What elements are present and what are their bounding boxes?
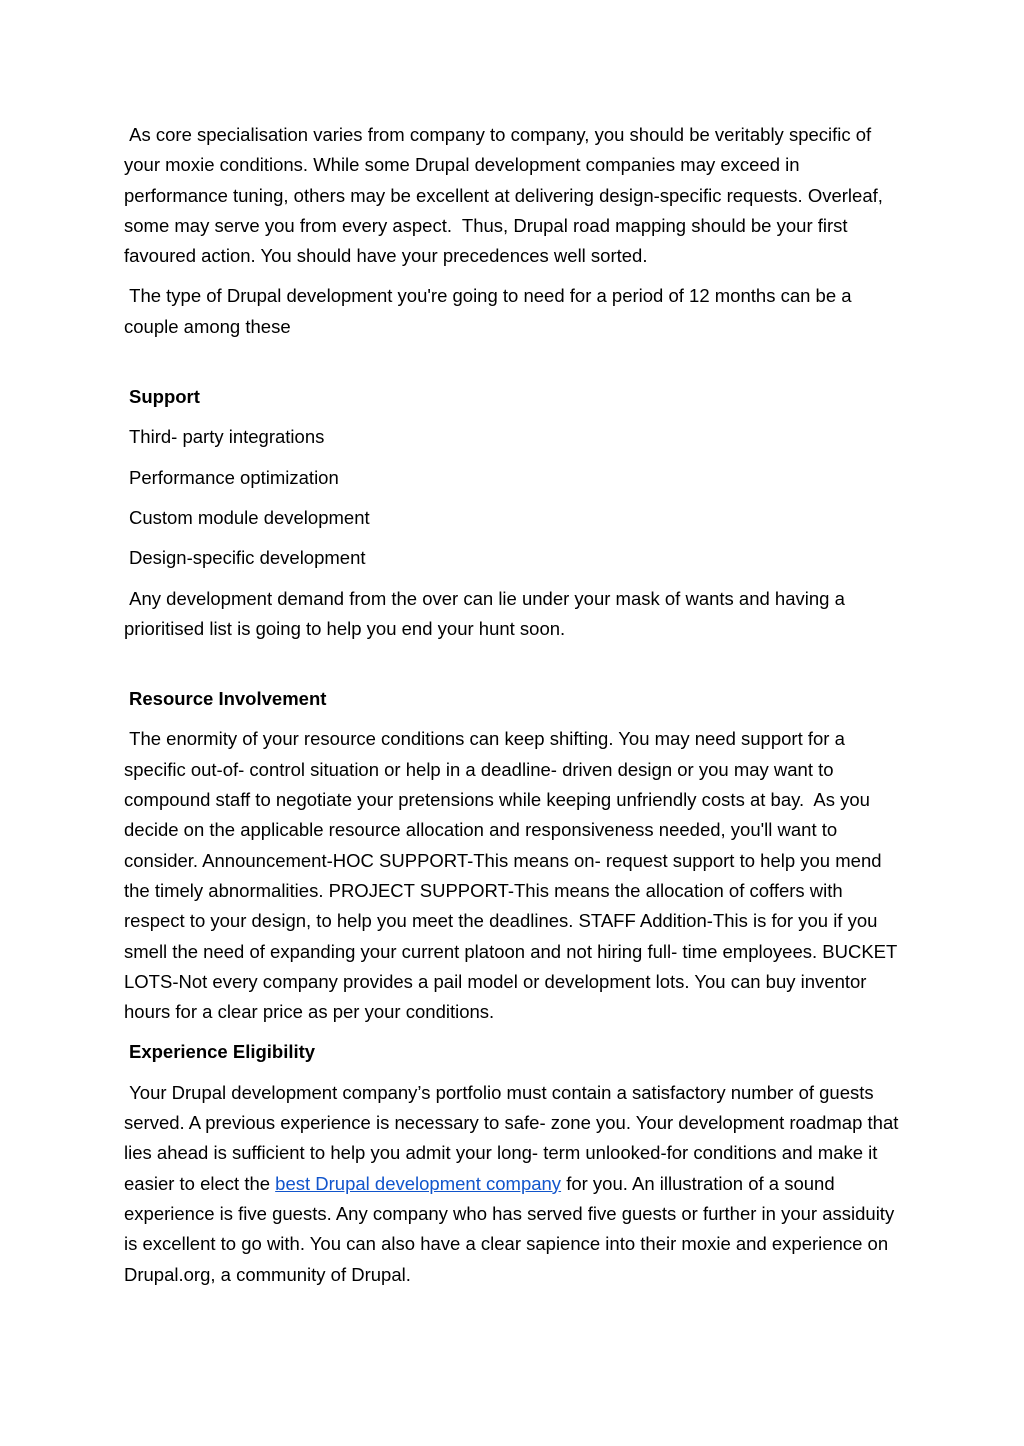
- best-drupal-company-link[interactable]: best Drupal development company: [275, 1172, 562, 1194]
- drupal-types-paragraph: The type of Drupal development you're going to need for a period of 12 months can be a couple among these: [124, 285, 857, 337]
- resource-heading: Resource Involvement: [129, 688, 327, 710]
- support-item-third-party: Third- party integrations: [129, 426, 325, 448]
- support-item-performance: Performance optimization: [129, 466, 339, 488]
- support-item-custom-module: Custom module development: [129, 506, 370, 528]
- intro-paragraph: As core specialisation varies from company to company, you should be veritably specific of your moxie conditions. While some Drupal development companies may exceed in performance tuning, others may be excellent at delivering design-specific requests. Overleaf, some may serve you from every aspect. Thus, Drupal road mapping should be your first favoured action. You should have your precedences well sorted.: [124, 124, 889, 267]
- resource-paragraph: The enormity of your resource conditions can keep shifting. You may need support for a specific out-of- control situation or help in a deadline- driven design or you may want to compound staff to negotiate your pretensions while keeping unfriendly costs at bay. As you decide on the applicable resource allocation and responsiveness needed, you'll want to consider. Announcement-HOC SUPPORT-This means on- request support to help you mend the timely abnormalities. PROJECT SUPPORT-This means the allocation of coffers with respect to your design, to help you meet the deadlines. STAFF Addition-This is for you if you smell the need of expanding your current platoon and not hiring full- time employees. BUCKET LOTS-Not every company provides a pail model or development lots. You can buy inventor hours for a clear price as per your conditions.: [124, 728, 903, 1023]
- document-page: [124, 120, 904, 1290]
- support-summary-paragraph: Any development demand from the over can lie under your mask of wants and having a prioritised list is going to help you end your hunt soon.: [124, 587, 851, 639]
- experience-text-before: Your Drupal development company’s portfolio must contain a satisfactory number of guests served. A previous experience is necessary to safe- zone you. Your development roadmap that lies ahead is sufficient to help you admit your long- term unlooked-for conditions and make it easier to elect the: [124, 1081, 904, 1194]
- experience-paragraph: [124, 1078, 904, 1290]
- support-heading: Support: [129, 386, 200, 408]
- experience-text-after: for you. An illustration of a sound experience is five guests. Any company who has served five guests or further in your assiduity is excellent to go with. You can also have a clear sapience into their moxie and experience on Drupal.org, a community of Drupal.: [124, 1172, 900, 1285]
- experience-heading: Experience Eligibility: [129, 1041, 316, 1063]
- support-item-design-specific: Design-specific development: [129, 547, 366, 569]
